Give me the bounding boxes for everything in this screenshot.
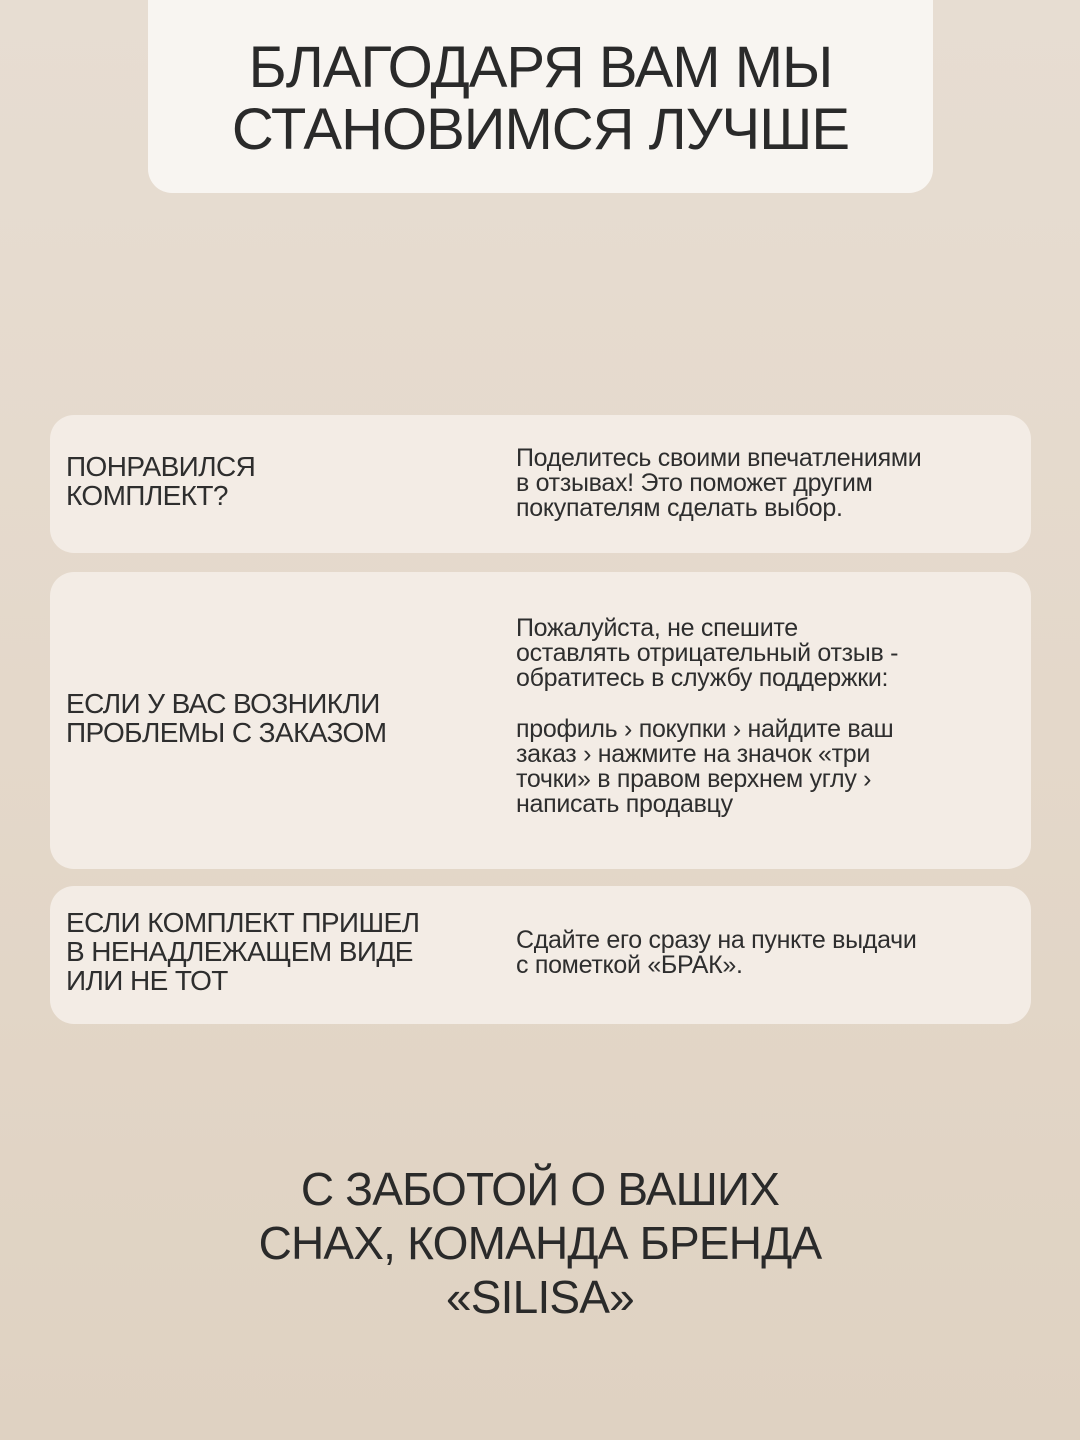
support-path-line: профиль › покупки › найдите ваш	[516, 715, 894, 743]
card-text	[516, 446, 1026, 521]
footer-line-2: СНАХ, КОМАНДА БРЕНДА	[258, 1217, 822, 1269]
card-text-line: в отзывах! Это поможет другим	[516, 469, 873, 497]
support-path-line: точки» в правом верхнем углу ›	[516, 765, 872, 793]
info-card-defective-set	[50, 886, 1031, 1024]
card-title-line: ПОНРАВИЛСЯ	[66, 451, 256, 482]
footer-signature	[0, 1162, 1080, 1324]
card-text-line: Сдайте его сразу на пункте выдачи	[516, 926, 917, 954]
card-title-line: КОМПЛЕКТ?	[66, 480, 228, 511]
header-title-line-2: СТАНОВИМСЯ ЛУЧШЕ	[231, 96, 850, 162]
card-text-line: оставлять отрицательный отзыв -	[516, 639, 899, 667]
card-title	[66, 908, 419, 995]
support-path-line: заказ › нажмите на значок «три	[516, 740, 871, 768]
card-title-line: В НЕНАДЛЕЖАЩЕМ ВИДЕ	[66, 936, 413, 967]
info-card-liked-set	[50, 415, 1031, 553]
card-title	[66, 689, 386, 747]
card-text	[516, 616, 1026, 817]
info-card-order-problems	[50, 572, 1031, 869]
card-text-line: Поделитесь своими впечатлениями	[516, 444, 922, 472]
card-title-line: ЕСЛИ КОМПЛЕКТ ПРИШЕЛ	[66, 907, 420, 938]
support-path-line: написать продавцу	[516, 790, 733, 818]
card-title-line: ИЛИ НЕ ТОТ	[66, 965, 228, 996]
header-banner	[148, 0, 933, 193]
card-title-line: ПРОБЛЕМЫ С ЗАКАЗОМ	[66, 717, 387, 748]
card-text-line: обратитесь в службу поддержки:	[516, 664, 889, 692]
footer-brand-line: «SILISA»	[446, 1271, 634, 1323]
header-title-line-1: БЛАГОДАРЯ ВАМ МЫ	[248, 34, 833, 100]
card-text-line: Пожалуйста, не спешите	[516, 614, 798, 642]
card-text	[516, 928, 1026, 978]
footer-line-1: С ЗАБОТОЙ О ВАШИХ	[300, 1163, 780, 1215]
card-text-line: покупателям сделать выбор.	[516, 494, 843, 522]
card-title-line: ЕСЛИ У ВАС ВОЗНИКЛИ	[66, 688, 380, 719]
card-title	[66, 452, 255, 510]
card-text-line: с пометкой «БРАК».	[516, 951, 743, 979]
